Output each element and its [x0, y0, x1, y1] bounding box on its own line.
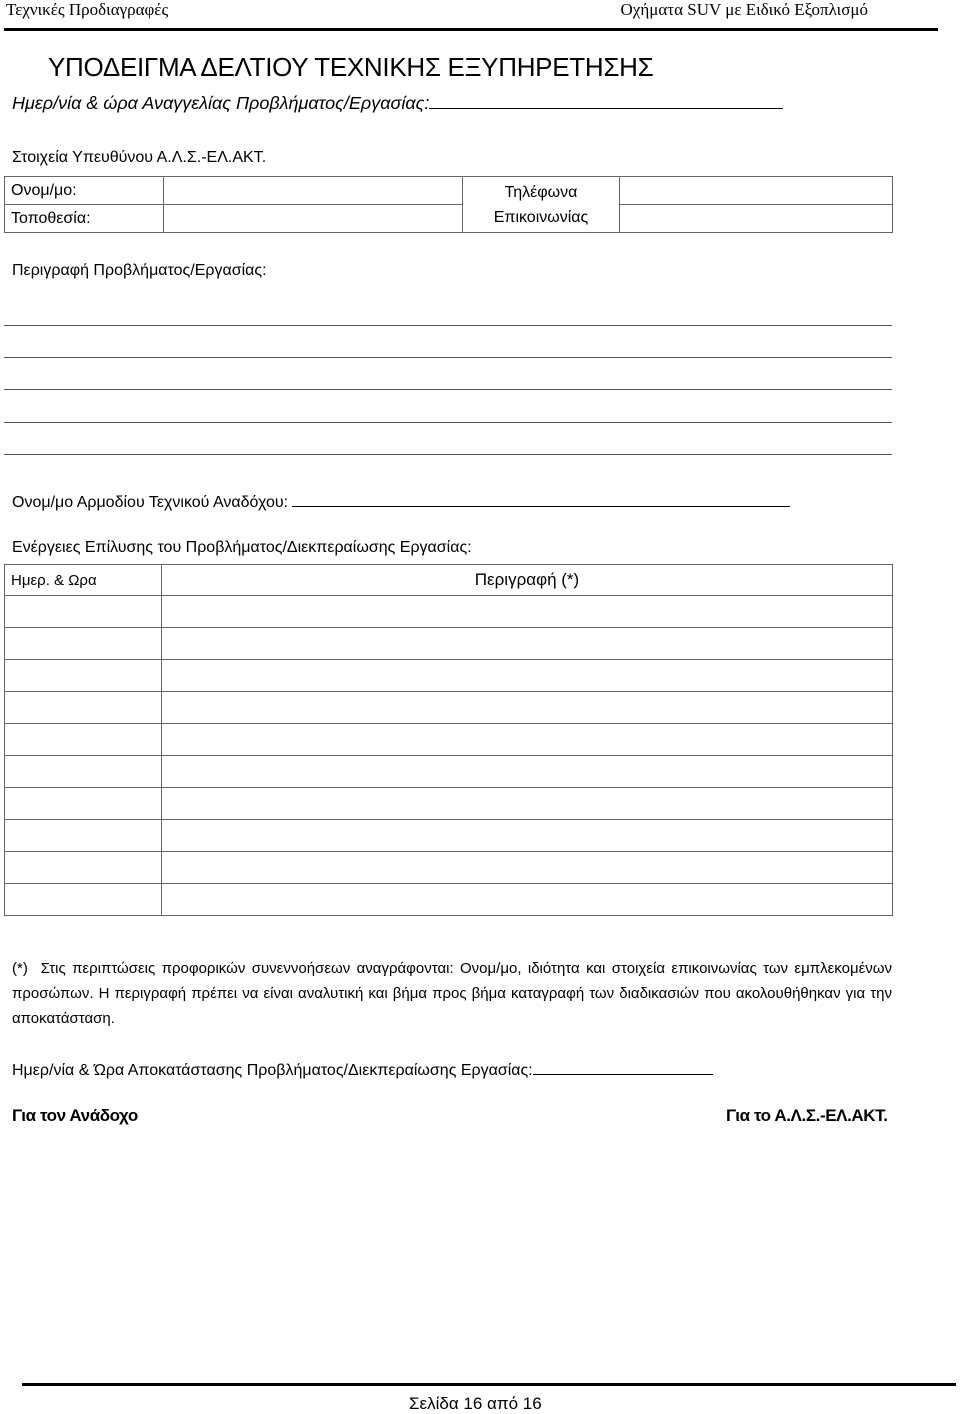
datetime-cell[interactable] — [5, 756, 162, 788]
phones-label-line1: Τηλέφωνα — [504, 183, 578, 201]
datetime-cell[interactable] — [5, 852, 162, 884]
technician-label: Ονομ/μο Αρμοδίου Τεχνικού Αναδόχου: — [12, 494, 289, 511]
problem-desc-line[interactable] — [4, 325, 892, 326]
description-cell[interactable] — [162, 820, 893, 852]
report-datetime-field[interactable] — [429, 90, 783, 109]
location-field[interactable] — [164, 205, 463, 233]
header-left-text: Τεχνικές Προδιαγραφές — [6, 0, 169, 19]
problem-desc-line[interactable] — [4, 454, 892, 455]
phones-field-2[interactable] — [620, 205, 893, 233]
location-label: Τοποθεσία: — [5, 205, 164, 233]
description-cell[interactable] — [162, 596, 893, 628]
header-rule — [4, 28, 938, 31]
description-cell[interactable] — [162, 692, 893, 724]
signature-contractor: Για τον Ανάδοχο — [12, 1106, 138, 1125]
form-title: ΥΠΟΔΕΙΓΜΑ ΔΕΛΤΙΟΥ ΤΕΧΝΙΚΗΣ ΕΞΥΠΗΡΕΤΗΣΗΣ — [48, 52, 654, 82]
report-datetime-label: Ημερ/νία & ώρα Αναγγελίας Προβλήματος/Εργασίας: — [12, 93, 430, 113]
problem-desc-line[interactable] — [4, 422, 892, 423]
report-datetime-row — [12, 90, 783, 114]
datetime-cell[interactable] — [5, 788, 162, 820]
col-datetime-header: Ημερ. & Ωρα — [5, 565, 162, 596]
description-cell[interactable] — [162, 724, 893, 756]
description-cell[interactable] — [162, 852, 893, 884]
description-cell[interactable] — [162, 756, 893, 788]
page-number: Σελίδα 16 από 16 — [409, 1394, 542, 1413]
description-cell[interactable] — [162, 628, 893, 660]
phones-label-line2: Επικοινωνίας — [493, 208, 589, 226]
technician-row — [12, 488, 790, 512]
responsible-heading: Στοιχεία Υπευθύνου Α.Λ.Σ.-ΕΛ.ΑΚΤ. — [12, 149, 267, 166]
datetime-cell[interactable] — [5, 820, 162, 852]
description-cell[interactable] — [162, 884, 893, 916]
phones-label — [463, 177, 620, 233]
problem-desc-label: Περιγραφή Προβλήματος/Εργασίας: — [12, 262, 267, 279]
col-description-header: Περιγραφή (*) — [162, 565, 893, 596]
header-right-text: Οχήματα SUV με Ειδικό Εξοπλισμό — [620, 0, 868, 19]
restore-datetime-field[interactable] — [533, 1056, 713, 1075]
problem-desc-line[interactable] — [4, 357, 892, 358]
datetime-cell[interactable] — [5, 692, 162, 724]
phones-field-1[interactable] — [620, 177, 893, 205]
footnote — [12, 956, 892, 1031]
actions-label: Ενέργειες Επίλυσης του Προβλήματος/Διεκπεραίωσης Εργασίας: — [12, 539, 472, 556]
name-field[interactable] — [164, 177, 463, 205]
footer-rule — [22, 1383, 956, 1386]
technician-field[interactable] — [292, 488, 790, 507]
restore-datetime-row — [12, 1056, 713, 1080]
datetime-cell[interactable] — [5, 596, 162, 628]
footnote-text: Στις περιπτώσεις προφορικών συνεννοήσεων αναγράφονται: Ονομ/μο, ιδιότητα και στοιχεία επικοινωνίας των εμπλεκομένων προσώπων. Η περιγραφή πρέπει να είναι αναλυτική και βήμα προς βήμα καταγραφή των διαδικασιών που ακολουθήθηκαν για την αποκατάσταση. — [12, 960, 892, 1027]
description-cell[interactable] — [162, 788, 893, 820]
actions-table — [4, 564, 893, 916]
datetime-cell[interactable] — [5, 724, 162, 756]
signature-authority: Για το Α.Λ.Σ.-ΕΛ.ΑΚΤ. — [726, 1106, 888, 1125]
footnote-marker: (*) — [12, 960, 28, 977]
datetime-cell[interactable] — [5, 628, 162, 660]
datetime-cell[interactable] — [5, 660, 162, 692]
problem-desc-line[interactable] — [4, 389, 892, 390]
datetime-cell[interactable] — [5, 884, 162, 916]
description-cell[interactable] — [162, 660, 893, 692]
responsible-table — [4, 176, 893, 233]
name-label: Ονομ/μο: — [5, 177, 164, 205]
restore-datetime-label: Ημερ/νία & Ώρα Αποκατάστασης Προβλήματος/Διεκπεραίωσης Εργασίας: — [12, 1062, 533, 1079]
